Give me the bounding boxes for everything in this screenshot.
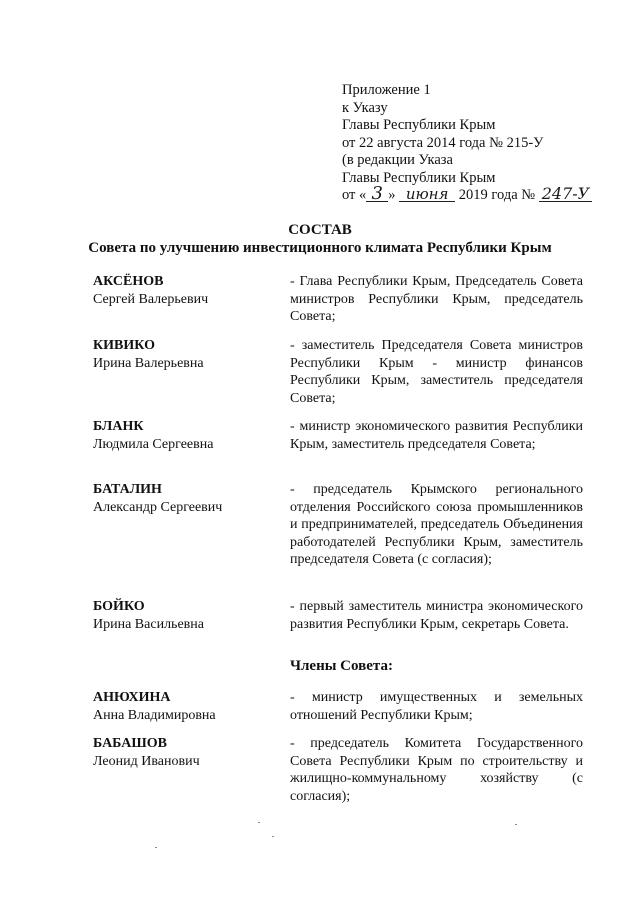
member-name: Александр Сергеевич xyxy=(93,499,223,515)
member-name: Ирина Васильевна xyxy=(93,616,204,632)
member-surname: БЛАНК xyxy=(93,419,144,434)
scan-speck xyxy=(155,847,157,848)
member-name: Ирина Валерьевна xyxy=(93,355,204,371)
member-surname: БОЙКО xyxy=(93,599,145,614)
appendix-line: от 22 августа 2014 года № 215-У xyxy=(342,134,544,151)
appendix-line: (в редакции Указа xyxy=(342,152,453,168)
appendix-line: к Указу xyxy=(342,99,388,116)
date-mid: » xyxy=(388,187,396,203)
member-surname: БАБАШОВ xyxy=(93,736,167,751)
appendix-line: Главы Республики Крым xyxy=(342,169,496,186)
date-prefix: от « xyxy=(342,187,367,203)
handwritten-month: июня xyxy=(399,187,455,202)
member-role: - первый заместитель министра экономического развития Республики Крым, секретарь Совета. xyxy=(290,599,583,632)
scan-speck xyxy=(258,822,260,823)
member-role: - Глава Республики Крым, Председатель Совета министров Республики Крым, председатель Совета; xyxy=(290,274,583,324)
amendment-date-line xyxy=(342,183,622,205)
member-role: - заместитель Председателя Совета министров Республики Крым - министр финансов Республики Крым, заместитель председателя Совета; xyxy=(290,338,583,406)
document-subtitle: Совета по улучшению инвестиционного климата Республики Крым xyxy=(88,240,552,256)
appendix-line: Приложение 1 xyxy=(342,82,431,98)
members-heading: Члены Совета: xyxy=(290,658,393,674)
member-role: - министр имущественных и земельных отношений Республики Крым; xyxy=(290,690,583,723)
member-surname: КИВИКО xyxy=(93,338,155,353)
appendix-line: Главы Республики Крым xyxy=(342,117,496,133)
member-role: - министр экономического развития Республики Крым, заместитель председателя Совета; xyxy=(290,419,583,452)
member-surname: БАТАЛИН xyxy=(93,482,162,497)
member-surname: АНЮХИНА xyxy=(93,690,171,705)
member-name: Анна Владимировна xyxy=(93,707,216,723)
appendix-header xyxy=(342,82,622,205)
scan-speck xyxy=(272,836,274,837)
member-name: Леонид Иванович xyxy=(93,753,200,769)
date-year: 2019 года № xyxy=(458,187,536,203)
member-name: Людмила Сергеевна xyxy=(93,436,214,452)
document-title: СОСТАВ xyxy=(288,222,352,238)
member-role: - председатель Комитета Государственного Совета Республики Крым по строительству и жилищно-коммунальному хозяйству (с согласия); xyxy=(290,736,583,804)
member-role: - председатель Крымского регионального отделения Российского союза промышленников и предпринимателей, председатель Объединения работодателей Республики Крым, заместитель председателя Совета (с согласия); xyxy=(290,482,583,567)
member-name: Сергей Валерьевич xyxy=(93,291,209,307)
handwritten-number: 247-У xyxy=(539,187,593,202)
handwritten-day: 3 xyxy=(366,187,388,202)
member-surname: АКСЁНОВ xyxy=(93,274,164,289)
scan-speck xyxy=(515,824,517,825)
